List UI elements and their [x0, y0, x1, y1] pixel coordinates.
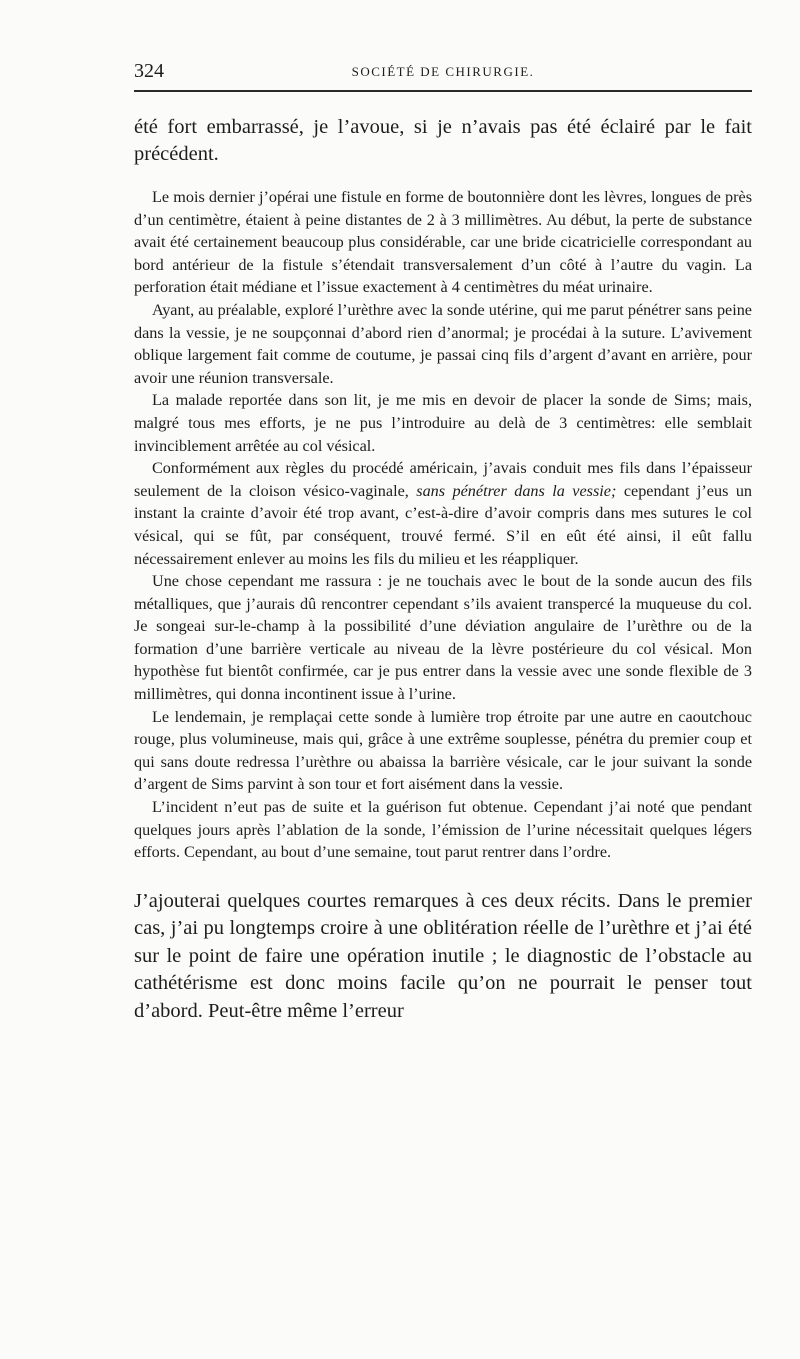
italic-phrase: sans pénétrer dans la vessie; [416, 481, 617, 500]
paragraph-text: cependant j’eus un instant la crainte d’avoir été trop avant, c’est-à-dire d’avoir compris dans mes sutures le col vésical, qui se fût, par conséquent, trouvé fermé. S’il en eût été ainsi, il eût fallu nécessairement enlever au moins les fils du milieu et les réappliquer. [134, 481, 753, 568]
paragraph-fistula-description: Le mois dernier j’opérai une fistule en forme de boutonnière dont les lèvres, longues de près d’un centimètre, étaient à peine distantes de 2 à 3 millimètres. Au début, la perte de substance avait été certainement beaucoup plus considérable, car une bride cicatricielle correspondant au bord antérieur de la fistule s’étendait transversalement d’un côté à l’autre du vagin. La perforation était médiane et l’issue exactement à 4 centimètres du méat urinaire. [134, 188, 752, 297]
running-header [134, 60, 752, 92]
paragraph-text: Conformément aux règles du procédé américain, j’avais conduit mes fils dans l’épaisseur seulement de la cloison vésico-vaginale, [134, 459, 752, 500]
paragraph-outcome: L’incident n’eut pas de suite et la guérison fut obtenue. Cependant j’ai noté que pendant quelques jours après l’ablation de la sonde, l’émission de l’urine nécessitait quelques légers efforts. Cependant, au bout d’une semaine, tout parut rentrer dans l’ordre. [134, 798, 752, 862]
paragraph-hypothesis: Une chose cependant me rassura : je ne touchais avec le bout de la sonde aucun des fils métalliques, que j’aurais dû rencontrer cependant s’ils avaient transpercé la muqueuse du col. Je songeai sur-le-champ à la possibilité d’une déviation angulaire de l’urèthre ou de la formation d’une barrière verticale au niveau de la lèvre postérieure du col vésical. Mon hypothèse fut bientôt confirmée, car je pus entrer dans la vessie avec une sonde flexible de 3 millimètres, qui donna incontinent issue à l’urine. [134, 572, 752, 704]
paragraph-suture-procedure: Ayant, au préalable, exploré l’urèthre avec la sonde utérine, qui me parut pénétrer sans peine dans la vessie, je ne soupçonnai d’abord rien d’anormal; je procédai à la suture. L’avivement oblique largement fait comme de coutume, je passai cinq fils d’argent d’avant en arrière, pour avoir une réunion transversale. [134, 300, 752, 387]
paragraph-next-day: Le lendemain, je remplaçai cette sonde à lumière trop étroite par une autre en caoutchouc rouge, plus volumineuse, mais qui, grâce à une extrême souplesse, pénétra du premier coup et qui sans doute redressa l’urèthre ou abaissa la barrière vésicale, car le jour suivant la sonde d’argent de Sims parvint à son tour et fort aisément dans la vessie. [134, 707, 752, 794]
lead-paragraph: été fort embarrassé, je l’avoue, si je n’avais pas été éclairé par le fait précédent. [134, 116, 752, 165]
paragraph-american-method [134, 457, 752, 570]
page-number: 324 [134, 60, 164, 82]
paragraph-sims-catheter: La malade reportée dans son lit, je me mis en devoir de placer la sonde de Sims; mais, malgré tous mes efforts, je ne pus l’introduire au delà de 3 centimètres: elle semblait invinciblement arrêtée au col vésical. [134, 391, 752, 455]
journal-title: SOCIÉTÉ DE CHIRURGIE. [351, 64, 535, 79]
body-text [134, 114, 752, 1025]
closing-paragraph: J’ajouterai quelques courtes remarques à ces deux récits. Dans le premier cas, j’ai pu longtemps croire à une oblitération réelle de l’urèthre et j’ai été sur le point de faire une opération inutile ; le diagnostic de l’obstacle au cathétérisme est donc moins facile qu’on ne pourrait le penser tout d’abord. Peut-être même l’erreur [134, 889, 752, 1022]
